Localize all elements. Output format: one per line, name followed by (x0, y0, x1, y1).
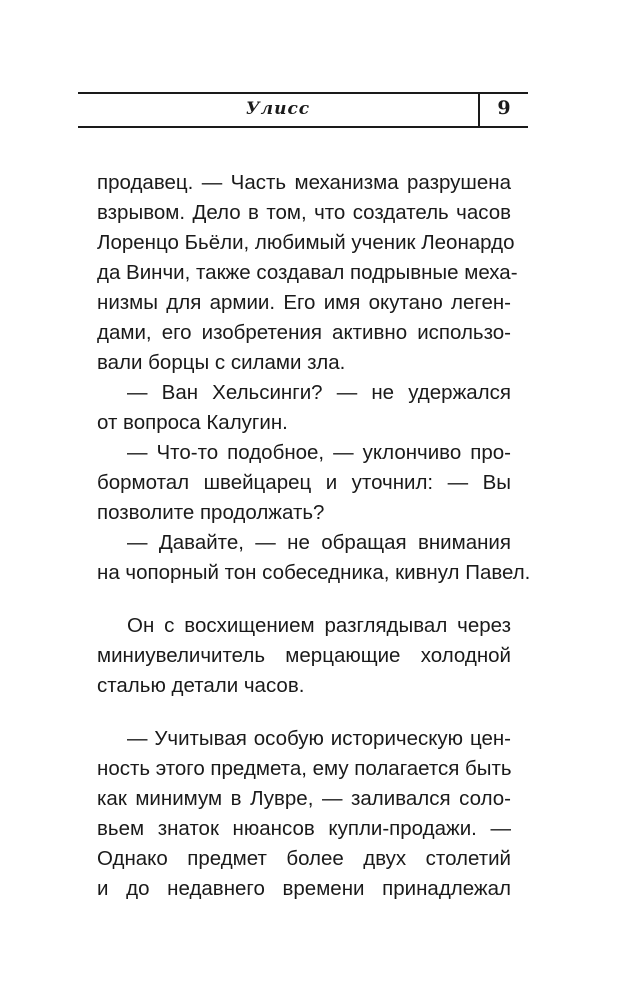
text-line: низмы для армии. Его имя окутано леген- (97, 291, 511, 314)
header-top-rule (78, 92, 528, 94)
text-line: — Что-то подобное, — уклончиво про- (127, 441, 511, 464)
text-line: — Ван Хельсинги? — не удержался (127, 381, 511, 404)
header-bottom-rule (78, 126, 528, 128)
text-line: — Учитывая особую историческую цен- (127, 727, 511, 750)
text-line: да Винчи, также создавал подрывные меха- (97, 261, 518, 284)
text-line: Однако предмет более двух столетий (97, 847, 511, 870)
text-line: как минимум в Лувре, — заливался соло- (97, 787, 511, 810)
running-header (78, 92, 528, 128)
body-text (97, 168, 531, 904)
text-line: от вопроса Калугин. (97, 411, 288, 434)
text-line: и до недавнего времени принадлежал (97, 877, 511, 900)
text-line: сталью детали часов. (97, 674, 305, 697)
text-line: Лоренцо Бьёли, любимый ученик Леонардо (97, 231, 515, 254)
text-line: продавец. — Часть механизма разрушена (97, 171, 511, 194)
text-line: вьем знаток нюансов купли-продажи. — (97, 817, 511, 840)
text-line: на чопорный тон собеседника, кивнул Павел. (97, 561, 531, 584)
running-title: Улисс (245, 99, 311, 119)
text-line: позволите продолжать? (97, 501, 325, 524)
page-number: 9 (497, 97, 511, 119)
text-line: взрывом. Дело в том, что создатель часов (97, 201, 511, 224)
text-line: бормотал швейцарец и уточнил: — Вы (97, 471, 511, 494)
text-line: вали борцы с силами зла. (97, 351, 346, 374)
section-gap (97, 588, 511, 611)
text-line: — Давайте, — не обращая внимания (127, 531, 511, 554)
text-line: ность этого предмета, ему полагается быть (97, 757, 512, 780)
text-line: Он с восхищением разглядывал через (127, 614, 511, 637)
text-line: миниувеличитель мерцающие холодной (97, 644, 511, 667)
text-line: дами, его изобретения активно использо- (97, 321, 511, 344)
section-gap (97, 701, 511, 724)
